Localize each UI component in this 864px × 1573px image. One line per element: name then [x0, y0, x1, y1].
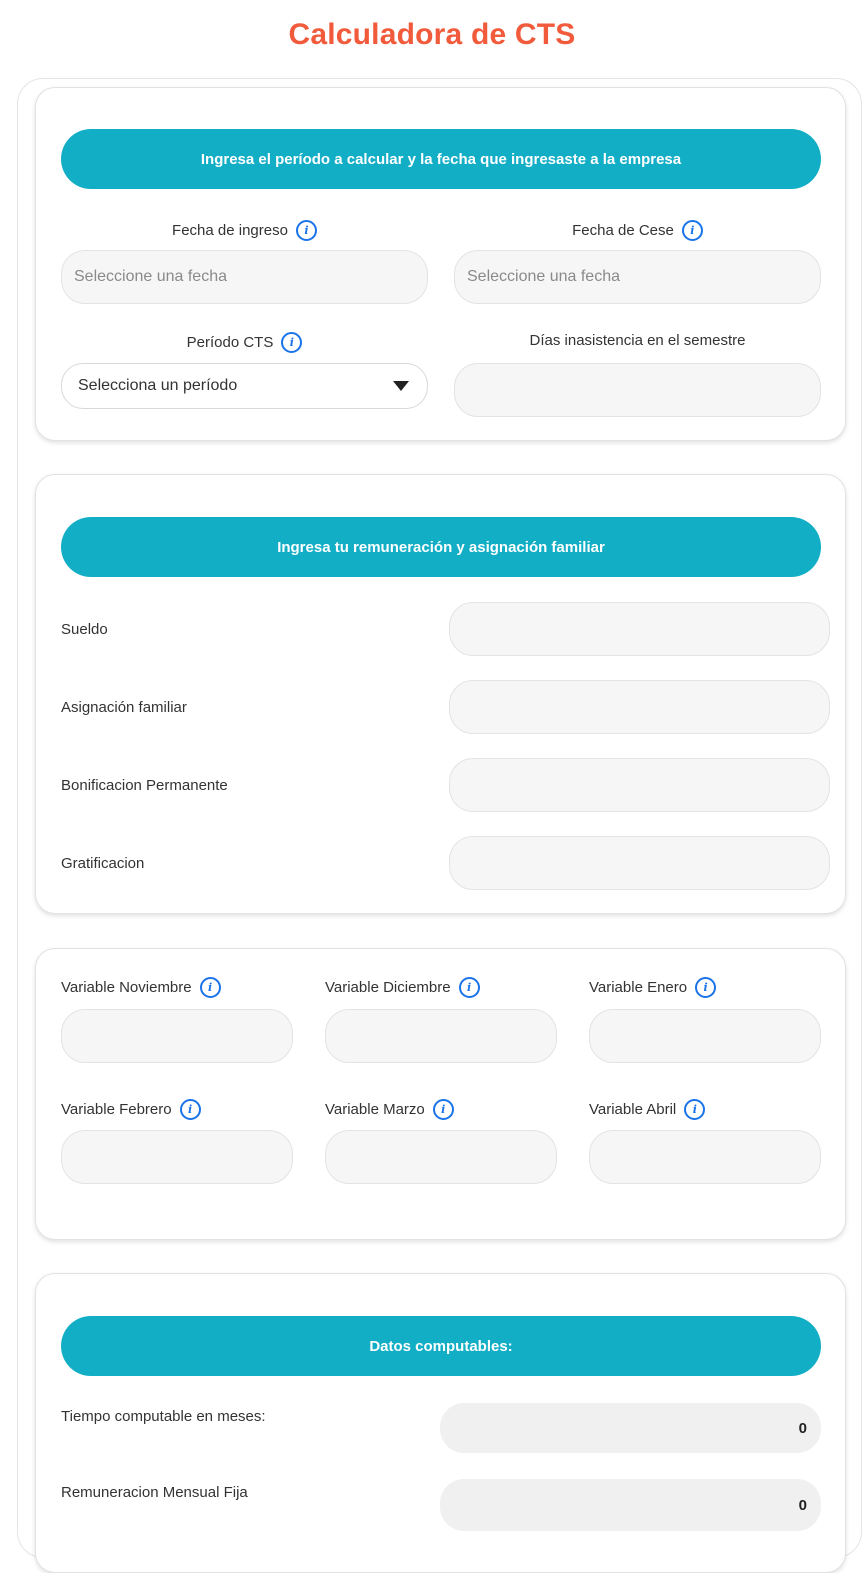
caret-down-icon — [393, 381, 409, 391]
info-icon[interactable]: i — [459, 977, 480, 998]
variable-febrero-label: Variable Febrero — [61, 1101, 172, 1118]
info-icon[interactable]: i — [433, 1099, 454, 1120]
period-card — [35, 87, 846, 441]
fecha-ingreso-label-group — [61, 220, 428, 241]
remuneracion-card — [35, 474, 846, 914]
fecha-ingreso-label: Fecha de ingreso — [172, 222, 288, 239]
periodo-label: Período CTS — [186, 334, 274, 351]
variable-febrero-label-group — [61, 1099, 201, 1120]
sueldo-label: Sueldo — [61, 621, 108, 638]
fecha-ingreso-placeholder: Seleccione una fecha — [74, 268, 227, 285]
fecha-cese-label-group — [454, 220, 821, 241]
datos-computables-banner: Datos computables: — [61, 1316, 821, 1376]
tiempo-computable-label: Tiempo computable en meses: — [61, 1408, 266, 1425]
variable-abril-label: Variable Abril — [589, 1101, 677, 1118]
info-icon[interactable]: i — [281, 332, 302, 353]
dias-inasistencia-label: Días inasistencia en el semestre — [529, 332, 746, 349]
periodo-label-group — [61, 332, 428, 353]
variable-marzo-label-group — [325, 1099, 454, 1120]
variables-card — [35, 948, 846, 1240]
variable-diciembre-input[interactable] — [325, 1009, 557, 1063]
tiempo-computable-value — [440, 1403, 821, 1453]
page-title: Calculadora de CTS — [288, 18, 576, 51]
remuneracion-banner: Ingresa tu remuneración y asignación familiar — [61, 517, 821, 577]
variable-marzo-label: Variable Marzo — [325, 1101, 425, 1118]
asignacion-familiar-input[interactable] — [449, 680, 830, 734]
variable-enero-label: Variable Enero — [589, 979, 688, 996]
remuneracion-mensual-fija-label: Remuneracion Mensual Fija — [61, 1484, 248, 1501]
variable-diciembre-label: Variable Diciembre — [325, 979, 451, 996]
bonificacion-permanente-input[interactable] — [449, 758, 830, 812]
info-icon[interactable]: i — [296, 220, 317, 241]
info-icon[interactable]: i — [682, 220, 703, 241]
gratificacion-input[interactable] — [449, 836, 830, 890]
datos-computables-card — [35, 1273, 846, 1573]
variable-abril-input[interactable] — [589, 1130, 821, 1184]
periodo-select-value: Selecciona un período — [78, 377, 238, 394]
variable-enero-label-group — [589, 977, 716, 998]
variable-abril-label-group — [589, 1099, 705, 1120]
sueldo-input[interactable] — [449, 602, 830, 656]
info-icon[interactable]: i — [200, 977, 221, 998]
period-banner: Ingresa el período a calcular y la fecha que ingresaste a la empresa — [61, 129, 821, 189]
dias-inasistencia-input[interactable] — [454, 363, 821, 417]
gratificacion-label: Gratificacion — [61, 855, 145, 872]
variable-noviembre-label: Variable Noviembre — [61, 979, 192, 996]
remuneracion-mensual-fija-number: 0 — [798, 1496, 807, 1514]
tiempo-computable-number: 0 — [798, 1419, 807, 1437]
variable-noviembre-input[interactable] — [61, 1009, 293, 1063]
info-icon[interactable]: i — [180, 1099, 201, 1120]
fecha-ingreso-input[interactable] — [61, 250, 428, 304]
variable-febrero-input[interactable] — [61, 1130, 293, 1184]
remuneracion-mensual-fija-value — [440, 1479, 821, 1531]
dias-label-group — [454, 332, 821, 349]
info-icon[interactable]: i — [684, 1099, 705, 1120]
variable-marzo-input[interactable] — [325, 1130, 557, 1184]
variable-noviembre-label-group — [61, 977, 221, 998]
variable-enero-input[interactable] — [589, 1009, 821, 1063]
fecha-cese-input[interactable] — [454, 250, 821, 304]
periodo-select[interactable] — [61, 363, 428, 409]
fecha-cese-label: Fecha de Cese — [572, 222, 674, 239]
asignacion-familiar-label: Asignación familiar — [61, 699, 187, 716]
fecha-cese-placeholder: Seleccione una fecha — [467, 268, 620, 285]
info-icon[interactable]: i — [695, 977, 716, 998]
bonificacion-permanente-label: Bonificacion Permanente — [61, 777, 228, 794]
variable-diciembre-label-group — [325, 977, 480, 998]
